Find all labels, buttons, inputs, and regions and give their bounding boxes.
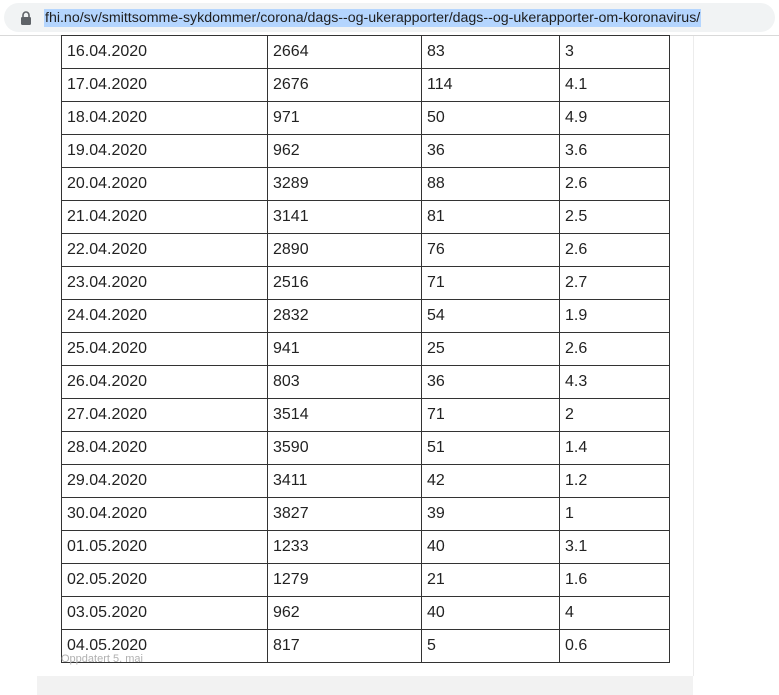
table-row xyxy=(62,201,670,234)
table-cell-date: 22.04.2020 xyxy=(62,234,268,267)
table-cell-date: 26.04.2020 xyxy=(62,366,268,399)
page-margin xyxy=(0,36,37,695)
table-row xyxy=(62,168,670,201)
table-row xyxy=(62,69,670,102)
table-cell-positive: 83 xyxy=(422,36,560,69)
table-cell-positive: 5 xyxy=(422,630,560,663)
table-row xyxy=(62,366,670,399)
table-cell-percent: 1.2 xyxy=(560,465,670,498)
table-cell-tested: 3514 xyxy=(268,399,422,432)
table-cell-tested: 2832 xyxy=(268,300,422,333)
table-cell-date: 17.04.2020 xyxy=(62,69,268,102)
table-row xyxy=(62,465,670,498)
table-cell-tested: 962 xyxy=(268,597,422,630)
table-row xyxy=(62,498,670,531)
table-cell-date: 29.04.2020 xyxy=(62,465,268,498)
table-cell-date: 30.04.2020 xyxy=(62,498,268,531)
table-cell-date: 27.04.2020 xyxy=(62,399,268,432)
table-cell-positive: 54 xyxy=(422,300,560,333)
table-cell-tested: 3289 xyxy=(268,168,422,201)
browser-address-bar xyxy=(0,0,779,36)
table-row xyxy=(62,399,670,432)
table-cell-positive: 25 xyxy=(422,333,560,366)
table-row xyxy=(62,630,670,663)
table-cell-tested: 803 xyxy=(268,366,422,399)
table-cell-date: 20.04.2020 xyxy=(62,168,268,201)
table-cell-date: 23.04.2020 xyxy=(62,267,268,300)
table-cell-positive: 88 xyxy=(422,168,560,201)
table-cell-percent: 2 xyxy=(560,399,670,432)
table-cell-positive: 50 xyxy=(422,102,560,135)
table-row xyxy=(62,300,670,333)
table-cell-tested: 1279 xyxy=(268,564,422,597)
table-cell-positive: 40 xyxy=(422,531,560,564)
table-cell-positive: 42 xyxy=(422,465,560,498)
table-row xyxy=(62,564,670,597)
table-cell-positive: 81 xyxy=(422,201,560,234)
table-cell-percent: 4.3 xyxy=(560,366,670,399)
table-cell-tested: 3141 xyxy=(268,201,422,234)
table-row xyxy=(62,531,670,564)
table-cell-tested: 971 xyxy=(268,102,422,135)
table-cell-percent: 4.1 xyxy=(560,69,670,102)
table-cell-date: 24.04.2020 xyxy=(62,300,268,333)
table-cell-date: 02.05.2020 xyxy=(62,564,268,597)
table-cell-positive: 36 xyxy=(422,135,560,168)
table-row xyxy=(62,36,670,69)
page-footer-strip xyxy=(37,676,693,695)
table-cell-percent: 4.9 xyxy=(560,102,670,135)
table-cell-tested: 3590 xyxy=(268,432,422,465)
table-cell-positive: 51 xyxy=(422,432,560,465)
table-cell-positive: 71 xyxy=(422,267,560,300)
card-edge xyxy=(693,36,694,676)
table-body xyxy=(62,36,670,663)
table-cell-tested: 2676 xyxy=(268,69,422,102)
table-row xyxy=(62,102,670,135)
table-cell-tested: 2516 xyxy=(268,267,422,300)
table-cell-positive: 114 xyxy=(422,69,560,102)
table-cell-date: 21.04.2020 xyxy=(62,201,268,234)
table-cell-percent: 3.6 xyxy=(560,135,670,168)
table-cell-date: 04.05.2020 xyxy=(62,630,268,663)
table-cell-tested: 962 xyxy=(268,135,422,168)
table-cell-percent: 1.4 xyxy=(560,432,670,465)
table-cell-tested: 1233 xyxy=(268,531,422,564)
table-cell-positive: 71 xyxy=(422,399,560,432)
table-cell-percent: 1 xyxy=(560,498,670,531)
table-cell-percent: 2.6 xyxy=(560,333,670,366)
table-row xyxy=(62,597,670,630)
table-cell-positive: 21 xyxy=(422,564,560,597)
table-cell-percent: 2.7 xyxy=(560,267,670,300)
table-cell-percent: 4 xyxy=(560,597,670,630)
table-cell-date: 16.04.2020 xyxy=(62,36,268,69)
table-row xyxy=(62,267,670,300)
table-cell-date: 19.04.2020 xyxy=(62,135,268,168)
lock-icon xyxy=(20,11,32,25)
table-cell-percent: 1.6 xyxy=(560,564,670,597)
table-cell-date: 28.04.2020 xyxy=(62,432,268,465)
table-row xyxy=(62,234,670,267)
table-cell-date: 18.04.2020 xyxy=(62,102,268,135)
table-row xyxy=(62,135,670,168)
table-cell-percent: 2.5 xyxy=(560,201,670,234)
table-cell-percent: 2.6 xyxy=(560,168,670,201)
table-cell-tested: 2890 xyxy=(268,234,422,267)
table-cell-positive: 40 xyxy=(422,597,560,630)
url-text[interactable]: fhi.no/sv/smittsomme-sykdommer/corona/dags--og-ukerapporter/dags--og-ukerapporter-om-koronavirus/ xyxy=(45,10,701,26)
table-cell-percent: 2.6 xyxy=(560,234,670,267)
table-cell-positive: 36 xyxy=(422,366,560,399)
table-cell-date: 01.05.2020 xyxy=(62,531,268,564)
table-cell-date: 25.04.2020 xyxy=(62,333,268,366)
table-cell-tested: 3827 xyxy=(268,498,422,531)
table-cell-percent: 3.1 xyxy=(560,531,670,564)
table-cell-positive: 76 xyxy=(422,234,560,267)
table-cell-tested: 3411 xyxy=(268,465,422,498)
table-cell-percent: 0.6 xyxy=(560,630,670,663)
table-cell-percent: 3 xyxy=(560,36,670,69)
updated-note: Oppdatert 5. mai xyxy=(61,653,143,665)
table-row xyxy=(62,432,670,465)
url-field[interactable] xyxy=(4,3,775,32)
table-cell-tested: 817 xyxy=(268,630,422,663)
table-cell-tested: 2664 xyxy=(268,36,422,69)
table-cell-tested: 941 xyxy=(268,333,422,366)
table-cell-positive: 39 xyxy=(422,498,560,531)
daily-report-table xyxy=(61,35,670,663)
table-cell-percent: 1.9 xyxy=(560,300,670,333)
table-cell-date: 03.05.2020 xyxy=(62,597,268,630)
table-row xyxy=(62,333,670,366)
